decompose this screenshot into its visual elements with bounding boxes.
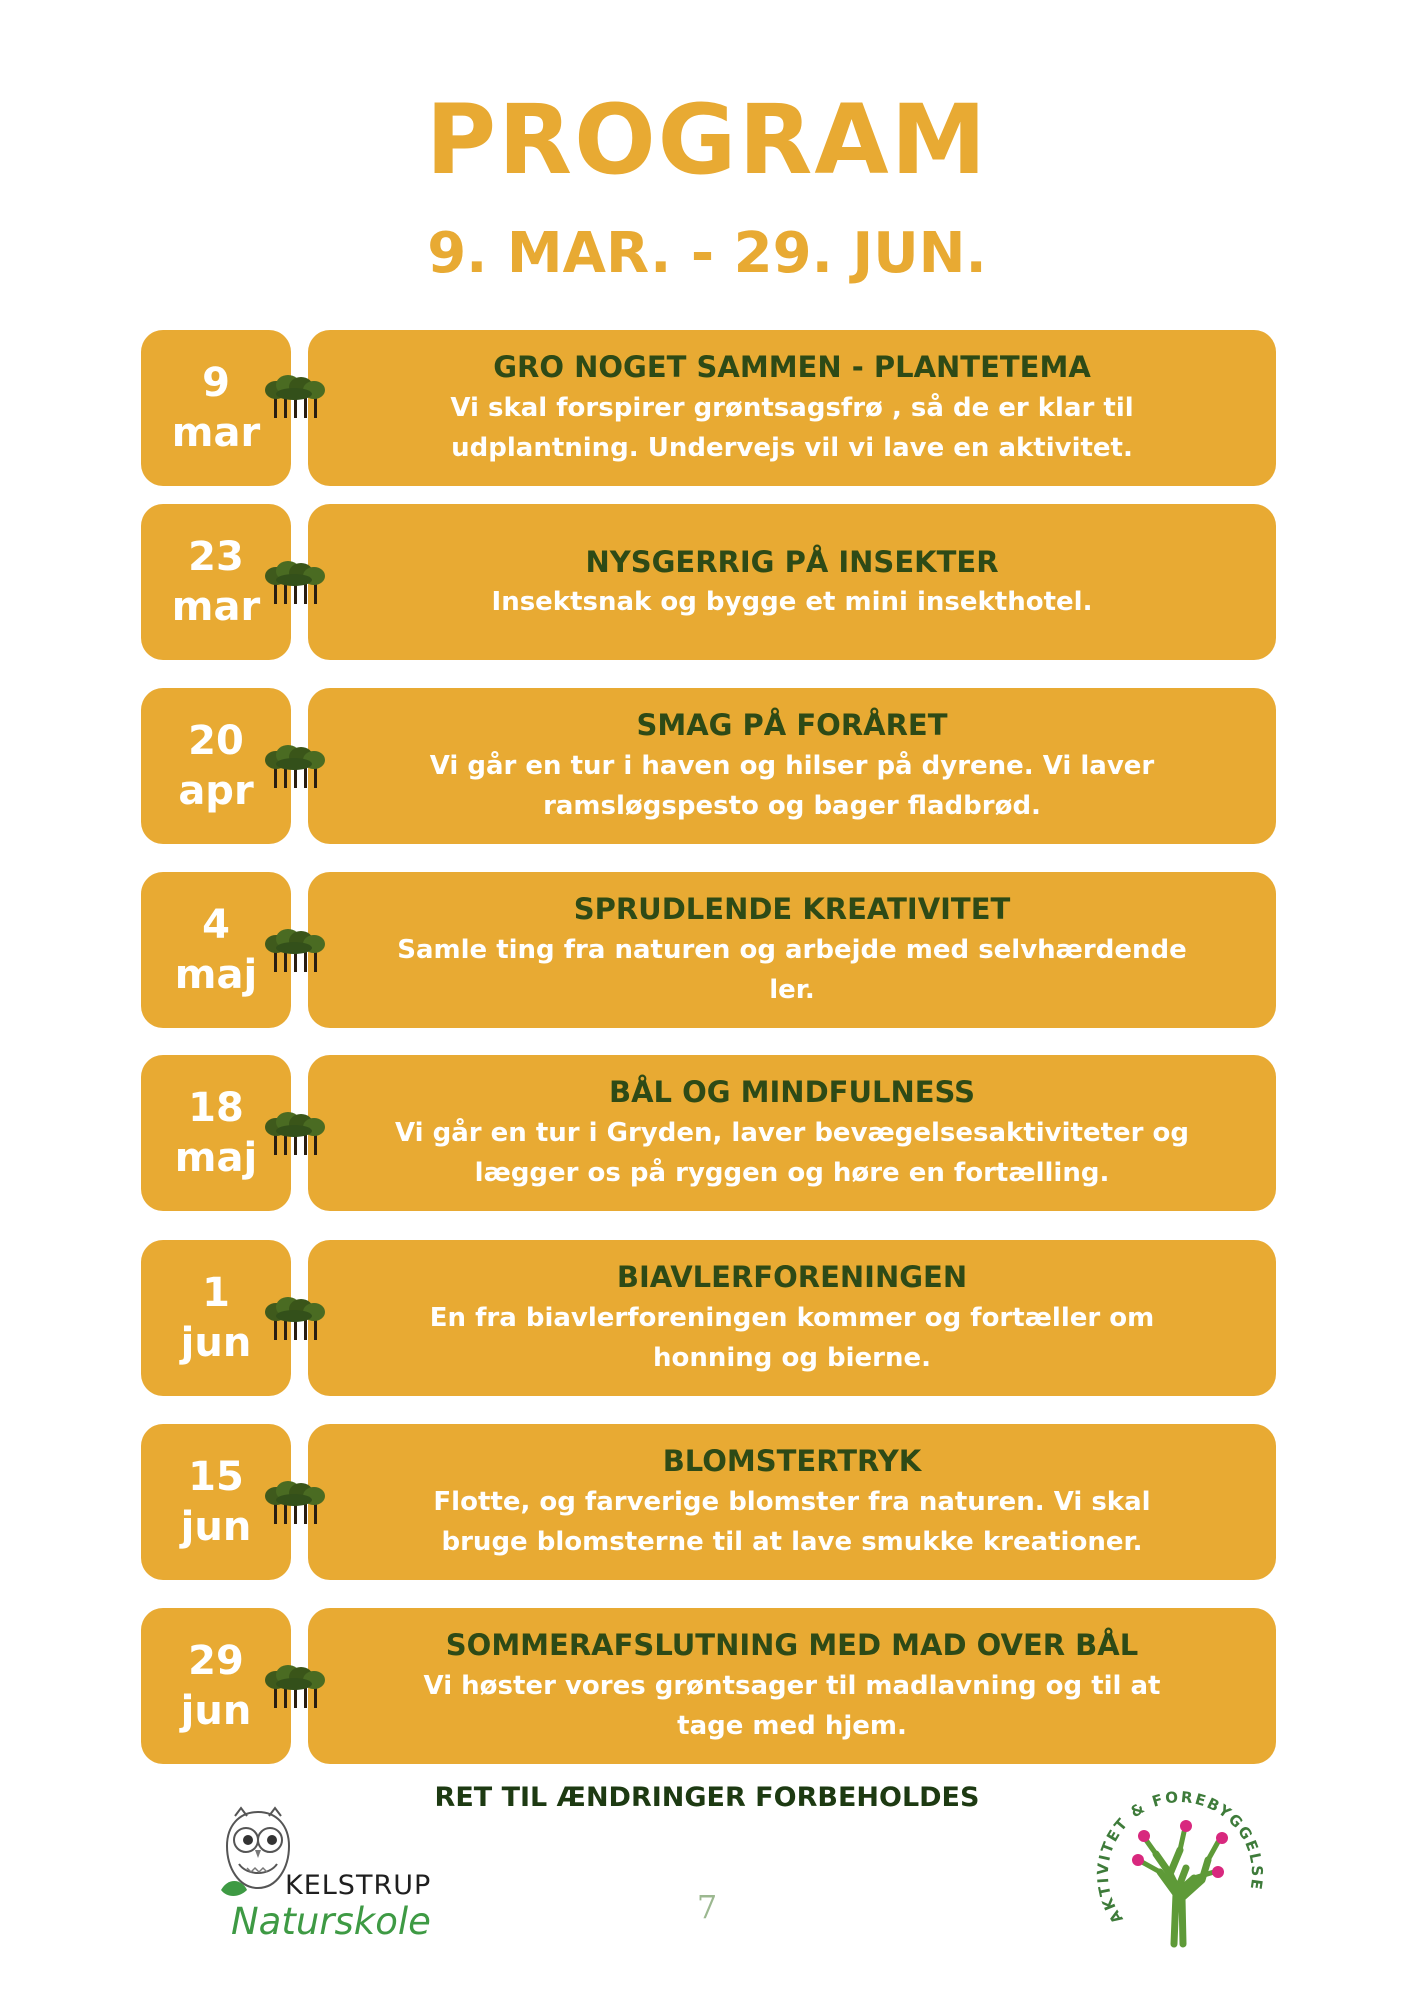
event-day: 29 bbox=[188, 1638, 244, 1684]
event-day: 15 bbox=[188, 1454, 244, 1500]
logo-text-kelstrup: KELSTRUP bbox=[285, 1870, 432, 1901]
event-description-line: Vi høster vores grøntsager til madlavning og til at bbox=[423, 1671, 1161, 1701]
event-description-line: ramsløgspesto og bager fladbrød. bbox=[543, 791, 1041, 822]
event-card bbox=[308, 872, 1276, 1028]
event-row bbox=[0, 688, 1414, 844]
event-description-line: Vi går en tur i Gryden, laver bevægelsesaktiviteter og bbox=[394, 1118, 1190, 1148]
event-description-line: lægger os på ryggen og høre en fortælling. bbox=[474, 1158, 1110, 1189]
event-row bbox=[0, 330, 1414, 486]
event-card bbox=[308, 1055, 1276, 1211]
event-month: mar bbox=[171, 584, 261, 630]
page-number: 7 bbox=[696, 1888, 718, 1926]
event-title: GRO NOGET SAMMEN - PLANTETEMA bbox=[493, 350, 1091, 385]
event-description-line: En fra biavlerforeningen kommer og fortæller om bbox=[429, 1303, 1155, 1333]
logo-text-naturskole: Naturskole bbox=[231, 1900, 431, 1943]
trees-icon bbox=[264, 1664, 326, 1710]
event-title: BIAVLERFORENINGEN bbox=[616, 1260, 968, 1295]
trees-icon bbox=[264, 560, 326, 606]
logo-arc-text: AKTIVITET & FOREBYGGELSE bbox=[1093, 1787, 1267, 1927]
event-card bbox=[308, 330, 1276, 486]
event-card bbox=[308, 504, 1276, 660]
event-month: maj bbox=[174, 1135, 258, 1181]
event-title: SMAG PÅ FORÅRET bbox=[636, 708, 948, 743]
event-card bbox=[308, 1424, 1276, 1580]
event-title: NYSGERRIG PÅ INSEKTER bbox=[585, 544, 999, 579]
event-card bbox=[308, 1608, 1276, 1764]
event-description-line: Insektsnak og bygge et mini insekthotel. bbox=[491, 587, 1093, 618]
event-month: jun bbox=[180, 1320, 252, 1366]
event-description-line: Samle ting fra naturen og arbejde med selvhærdende bbox=[397, 935, 1187, 965]
event-card bbox=[308, 688, 1276, 844]
event-description-line: tage med hjem. bbox=[677, 1711, 907, 1742]
changes-reserved-note: RET TIL ÆNDRINGER FORBEHOLDES bbox=[434, 1782, 980, 1813]
event-month: mar bbox=[171, 410, 261, 456]
event-month: apr bbox=[178, 768, 254, 814]
event-row bbox=[0, 1240, 1414, 1396]
event-description-line: bruge blomsterne til at lave smukke kreationer. bbox=[441, 1527, 1143, 1558]
event-row bbox=[0, 1424, 1414, 1580]
event-month: jun bbox=[180, 1688, 252, 1734]
event-title: BÅL OG MINDFULNESS bbox=[608, 1075, 976, 1110]
date-range-subtitle: 9. MAR. - 29. JUN. bbox=[427, 221, 987, 286]
event-title: BLOMSTERTRYK bbox=[662, 1444, 922, 1479]
event-description-line: honning og bierne. bbox=[652, 1343, 931, 1374]
event-title: SPRUDLENDE KREATIVITET bbox=[573, 892, 1011, 927]
event-day: 9 bbox=[202, 360, 230, 406]
event-row bbox=[0, 872, 1414, 1028]
event-day: 20 bbox=[188, 718, 244, 764]
event-description-line: Flotte, og farverige blomster fra naturen. Vi skal bbox=[433, 1487, 1151, 1517]
event-month: jun bbox=[180, 1504, 252, 1550]
event-month: maj bbox=[174, 952, 258, 998]
event-description-line: Vi skal forspirer grøntsagsfrø , så de er klar til bbox=[450, 393, 1134, 423]
tree-logo-icon bbox=[1090, 1776, 1270, 1956]
trees-icon bbox=[264, 928, 326, 974]
event-description-line: Vi går en tur i haven og hilser på dyrene. Vi laver bbox=[429, 751, 1155, 781]
event-day: 1 bbox=[202, 1270, 230, 1316]
event-day: 4 bbox=[202, 902, 230, 948]
event-row bbox=[0, 504, 1414, 660]
trees-icon bbox=[264, 374, 326, 420]
trees-icon bbox=[264, 1111, 326, 1157]
event-day: 18 bbox=[188, 1085, 244, 1131]
kelstrup-naturskole-logo bbox=[205, 1806, 465, 1956]
event-description-line: ler. bbox=[769, 975, 815, 1006]
event-row bbox=[0, 1055, 1414, 1211]
trees-icon bbox=[264, 1296, 326, 1342]
page-title: PROGRAM bbox=[425, 84, 989, 196]
event-card bbox=[308, 1240, 1276, 1396]
aktivitet-forebyggelse-logo bbox=[1090, 1776, 1270, 1956]
trees-icon bbox=[264, 1480, 326, 1526]
event-day: 23 bbox=[188, 534, 244, 580]
event-row bbox=[0, 1608, 1414, 1764]
trees-icon bbox=[264, 744, 326, 790]
event-title: SOMMERAFSLUTNING MED MAD OVER BÅL bbox=[445, 1628, 1139, 1663]
event-description-line: udplantning. Undervejs vil vi lave en aktivitet. bbox=[451, 433, 1133, 464]
